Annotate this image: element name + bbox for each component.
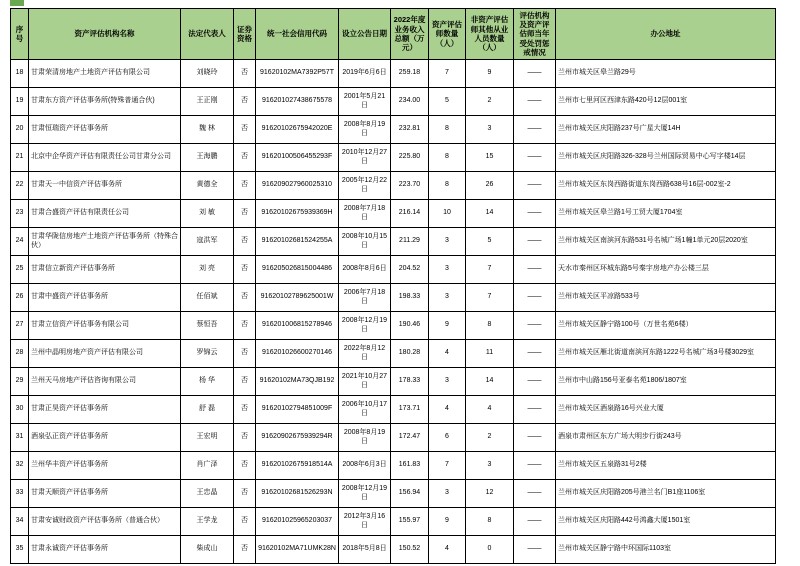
cell-code: 91620102MA73QJB192	[256, 368, 339, 396]
cell-revenue: 172.47	[391, 424, 429, 452]
cell-name: 甘肃信立新资产评估事务所	[29, 256, 181, 284]
cell-address: 天水市秦州区环城东路5号秦宇房地产办公楼三层	[556, 256, 776, 284]
cell-appraisers: 7	[429, 60, 466, 88]
cell-revenue: 190.46	[391, 312, 429, 340]
cell-address: 兰州市城关区平凉路533号	[556, 284, 776, 312]
cell-date: 2008年6月3日	[339, 452, 391, 480]
table-body	[11, 60, 776, 564]
cell-penalty: ——	[514, 228, 556, 256]
corner-cell-marker	[10, 0, 24, 6]
table-row	[11, 116, 776, 144]
cell-securities: 否	[234, 424, 256, 452]
cell-revenue: 234.00	[391, 88, 429, 116]
cell-appraisers: 10	[429, 200, 466, 228]
cell-penalty: ——	[514, 452, 556, 480]
cell-staff: 2	[466, 88, 514, 116]
cell-staff: 12	[466, 480, 514, 508]
cell-date: 2008年12月19日	[339, 480, 391, 508]
cell-address: 兰州市中山路156号亚泰名苑1806/1807室	[556, 368, 776, 396]
cell-address: 兰州市城关区五泉路31号2楼	[556, 452, 776, 480]
cell-penalty: ——	[514, 312, 556, 340]
cell-name: 甘肃天一中信资产评估事务所	[29, 172, 181, 200]
cell-code: 91620102794851009F	[256, 396, 339, 424]
table-row	[11, 256, 776, 284]
cell-penalty: ——	[514, 284, 556, 312]
header-cell-staff: 非资产评估师其他从业人员数量（人）	[466, 9, 514, 60]
cell-address: 兰州市城关区皋兰路29号	[556, 60, 776, 88]
header-cell-name: 资产评估机构名称	[29, 9, 181, 60]
cell-staff: 8	[466, 508, 514, 536]
cell-appraisers: 7	[429, 452, 466, 480]
cell-rep: 刘 敏	[181, 200, 234, 228]
cell-penalty: ——	[514, 424, 556, 452]
cell-no: 34	[11, 508, 29, 536]
table-row	[11, 396, 776, 424]
cell-name: 酒泉弘正资产评估事务所	[29, 424, 181, 452]
cell-name: 甘肃中盛资产评估事务所	[29, 284, 181, 312]
cell-securities: 否	[234, 536, 256, 564]
cell-no: 23	[11, 200, 29, 228]
header-cell-revenue: 2022年度业务收入总额（万元）	[391, 9, 429, 60]
cell-code: 91620102681524255A	[256, 228, 339, 256]
table-row	[11, 424, 776, 452]
cell-address: 兰州市城关区静宁路100号（万世名苑6楼）	[556, 312, 776, 340]
table-row	[11, 200, 776, 228]
cell-penalty: ——	[514, 368, 556, 396]
cell-securities: 否	[234, 88, 256, 116]
header-cell-rep: 法定代表人	[181, 9, 234, 60]
table-row	[11, 368, 776, 396]
header-row	[11, 9, 776, 60]
cell-no: 21	[11, 144, 29, 172]
cell-rep: 刘 亮	[181, 256, 234, 284]
cell-address: 兰州市城关区静宁路中环国际1103室	[556, 536, 776, 564]
cell-appraisers: 3	[429, 368, 466, 396]
cell-staff: 7	[466, 284, 514, 312]
cell-staff: 8	[466, 312, 514, 340]
cell-revenue: 155.97	[391, 508, 429, 536]
cell-staff: 14	[466, 368, 514, 396]
cell-rep: 寇洪军	[181, 228, 234, 256]
cell-name: 甘肃安诚财政资产评估事务所（普通合伙）	[29, 508, 181, 536]
cell-revenue: 198.33	[391, 284, 429, 312]
cell-penalty: ——	[514, 172, 556, 200]
cell-address: 兰州市城关区庆阳路237号广星大厦14H	[556, 116, 776, 144]
cell-name: 甘肃立信资产评估事务有限公司	[29, 312, 181, 340]
cell-address: 兰州市城关区庆阳路326-328号兰州国际贸易中心写字楼14层	[556, 144, 776, 172]
cell-appraisers: 3	[429, 228, 466, 256]
cell-staff: 15	[466, 144, 514, 172]
cell-code: 91620102675942020E	[256, 116, 339, 144]
cell-address: 酒泉市肃州区东方广场大明步行街243号	[556, 424, 776, 452]
cell-penalty: ——	[514, 508, 556, 536]
cell-staff: 26	[466, 172, 514, 200]
cell-name: 甘肃荣清房地产土地资产评估有限公司	[29, 60, 181, 88]
cell-staff: 5	[466, 228, 514, 256]
cell-revenue: 180.28	[391, 340, 429, 368]
cell-address: 兰州市城关区雁北街道南滨河东路1222号名城广场3号楼3029室	[556, 340, 776, 368]
cell-date: 2006年7月18日	[339, 284, 391, 312]
header-cell-date: 设立公告日期	[339, 9, 391, 60]
cell-date: 2001年5月21日	[339, 88, 391, 116]
cell-appraisers: 9	[429, 508, 466, 536]
cell-penalty: ——	[514, 144, 556, 172]
cell-code: 916209027960025310	[256, 172, 339, 200]
cell-revenue: 223.70	[391, 172, 429, 200]
cell-revenue: 211.29	[391, 228, 429, 256]
cell-securities: 否	[234, 172, 256, 200]
cell-no: 27	[11, 312, 29, 340]
cell-penalty: ——	[514, 200, 556, 228]
cell-date: 2008年8月19日	[339, 116, 391, 144]
cell-appraisers: 8	[429, 116, 466, 144]
cell-securities: 否	[234, 340, 256, 368]
cell-penalty: ——	[514, 116, 556, 144]
table-row	[11, 536, 776, 564]
cell-securities: 否	[234, 284, 256, 312]
cell-staff: 7	[466, 256, 514, 284]
cell-revenue: 173.71	[391, 396, 429, 424]
cell-date: 2008年12月19日	[339, 312, 391, 340]
cell-revenue: 150.52	[391, 536, 429, 564]
cell-date: 2010年12月27日	[339, 144, 391, 172]
cell-staff: 3	[466, 116, 514, 144]
cell-name: 甘肃永诚资产评估事务所	[29, 536, 181, 564]
cell-penalty: ——	[514, 536, 556, 564]
cell-name: 甘肃恒瑞资产评估事务所	[29, 116, 181, 144]
table-row	[11, 284, 776, 312]
cell-address: 兰州市城关区皋兰路1号工贸大厦1704室	[556, 200, 776, 228]
cell-code: 91620102MA71UMK28N	[256, 536, 339, 564]
cell-rep: 王学龙	[181, 508, 234, 536]
cell-code: 916201026600270146	[256, 340, 339, 368]
cell-rep: 任佰斌	[181, 284, 234, 312]
cell-address: 兰州市七里河区西津东路420号12层001室	[556, 88, 776, 116]
cell-date: 2008年8月6日	[339, 256, 391, 284]
table-row	[11, 228, 776, 256]
cell-no: 35	[11, 536, 29, 564]
cell-date: 2008年8月19日	[339, 424, 391, 452]
cell-name: 甘肃合盛资产评估有限责任公司	[29, 200, 181, 228]
cell-appraisers: 3	[429, 256, 466, 284]
cell-address: 兰州市城关区庆阳路205号港兰名门B1座1106室	[556, 480, 776, 508]
cell-appraisers: 6	[429, 424, 466, 452]
cell-rep: 肖广泽	[181, 452, 234, 480]
cell-rep: 舒 磊	[181, 396, 234, 424]
cell-date: 2012年3月16日	[339, 508, 391, 536]
cell-name: 北京中企华资产评估有限责任公司甘肃分公司	[29, 144, 181, 172]
sheet-area	[10, 8, 776, 564]
cell-no: 25	[11, 256, 29, 284]
cell-rep: 蔡恒吾	[181, 312, 234, 340]
table-row	[11, 340, 776, 368]
cell-securities: 否	[234, 396, 256, 424]
cell-appraisers: 8	[429, 172, 466, 200]
cell-no: 26	[11, 284, 29, 312]
cell-staff: 14	[466, 200, 514, 228]
cell-name: 甘肃华陇信房地产土地资产评估事务所（特殊合伙）	[29, 228, 181, 256]
table-row	[11, 508, 776, 536]
cell-no: 32	[11, 452, 29, 480]
cell-no: 19	[11, 88, 29, 116]
cell-code: 91620102789625001W	[256, 284, 339, 312]
appraisal-table	[10, 8, 776, 564]
cell-securities: 否	[234, 116, 256, 144]
table-row	[11, 312, 776, 340]
cell-date: 2018年5月8日	[339, 536, 391, 564]
table-row	[11, 144, 776, 172]
cell-revenue: 156.94	[391, 480, 429, 508]
cell-revenue: 204.52	[391, 256, 429, 284]
table-row	[11, 88, 776, 116]
cell-appraisers: 8	[429, 144, 466, 172]
cell-securities: 否	[234, 256, 256, 284]
cell-securities: 否	[234, 312, 256, 340]
cell-date: 2008年7月18日	[339, 200, 391, 228]
cell-date: 2022年8月12日	[339, 340, 391, 368]
cell-name: 甘肃正昊资产评估事务所	[29, 396, 181, 424]
cell-code: 91620100506455293F	[256, 144, 339, 172]
cell-rep: 魏 林	[181, 116, 234, 144]
cell-staff: 4	[466, 396, 514, 424]
cell-securities: 否	[234, 200, 256, 228]
cell-rep: 王海鹏	[181, 144, 234, 172]
cell-name: 甘肃天顺资产评估事务所	[29, 480, 181, 508]
cell-no: 29	[11, 368, 29, 396]
cell-appraisers: 4	[429, 340, 466, 368]
cell-appraisers: 4	[429, 396, 466, 424]
cell-address: 兰州市城关区南滨河东路531号名城广场1幢1单元20层2020室	[556, 228, 776, 256]
cell-no: 22	[11, 172, 29, 200]
cell-revenue: 232.81	[391, 116, 429, 144]
cell-code: 91620102MA7392P57T	[256, 60, 339, 88]
header-cell-code: 统一社会信用代码	[256, 9, 339, 60]
cell-code: 91620102681526293N	[256, 480, 339, 508]
cell-penalty: ——	[514, 60, 556, 88]
cell-revenue: 216.14	[391, 200, 429, 228]
header-cell-address: 办公地址	[556, 9, 776, 60]
cell-date: 2008年10月15日	[339, 228, 391, 256]
cell-rep: 刘晓玲	[181, 60, 234, 88]
cell-address: 兰州市城关区东岗西路街道东岗西路638号16层-002室-2	[556, 172, 776, 200]
cell-name: 兰州华丰资产评估事务所	[29, 452, 181, 480]
header-cell-no: 序号	[11, 9, 29, 60]
cell-securities: 否	[234, 144, 256, 172]
cell-rep: 王正刚	[181, 88, 234, 116]
cell-no: 30	[11, 396, 29, 424]
cell-no: 18	[11, 60, 29, 88]
cell-date: 2005年12月22日	[339, 172, 391, 200]
cell-securities: 否	[234, 228, 256, 256]
cell-penalty: ——	[514, 480, 556, 508]
cell-appraisers: 5	[429, 88, 466, 116]
table-row	[11, 480, 776, 508]
cell-date: 2006年10月17日	[339, 396, 391, 424]
table-header	[11, 9, 776, 60]
cell-name: 兰州天马房地产评估咨询有限公司	[29, 368, 181, 396]
cell-securities: 否	[234, 480, 256, 508]
cell-penalty: ——	[514, 88, 556, 116]
cell-no: 20	[11, 116, 29, 144]
cell-no: 28	[11, 340, 29, 368]
cell-code: 916201027438675578	[256, 88, 339, 116]
cell-date: 2021年10月27日	[339, 368, 391, 396]
cell-no: 33	[11, 480, 29, 508]
cell-code: 91620902675939294R	[256, 424, 339, 452]
cell-code: 916201025965203037	[256, 508, 339, 536]
cell-staff: 2	[466, 424, 514, 452]
cell-staff: 11	[466, 340, 514, 368]
cell-revenue: 225.80	[391, 144, 429, 172]
cell-address: 兰州市城关区酒泉路16号兴业大厦	[556, 396, 776, 424]
cell-name: 兰州中晶明房地产资产评估有限公司	[29, 340, 181, 368]
cell-staff: 9	[466, 60, 514, 88]
cell-revenue: 178.33	[391, 368, 429, 396]
cell-rep: 黄德全	[181, 172, 234, 200]
cell-appraisers: 4	[429, 536, 466, 564]
cell-appraisers: 3	[429, 284, 466, 312]
table-row	[11, 60, 776, 88]
cell-revenue: 259.18	[391, 60, 429, 88]
cell-name: 甘肃东方资产评估事务所(特殊普通合伙)	[29, 88, 181, 116]
cell-revenue: 161.83	[391, 452, 429, 480]
cell-code: 91620102675918514A	[256, 452, 339, 480]
cell-securities: 否	[234, 60, 256, 88]
cell-no: 31	[11, 424, 29, 452]
cell-no: 24	[11, 228, 29, 256]
cell-securities: 否	[234, 508, 256, 536]
cell-appraisers: 3	[429, 480, 466, 508]
cell-code: 916205026815004486	[256, 256, 339, 284]
cell-address: 兰州市城关区庆阳路442号鸿鑫大厦1501室	[556, 508, 776, 536]
cell-appraisers: 9	[429, 312, 466, 340]
table-row	[11, 172, 776, 200]
cell-securities: 否	[234, 368, 256, 396]
cell-date: 2019年6月6日	[339, 60, 391, 88]
cell-staff: 0	[466, 536, 514, 564]
cell-penalty: ——	[514, 340, 556, 368]
cell-securities: 否	[234, 452, 256, 480]
cell-code: 916201006815278946	[256, 312, 339, 340]
cell-rep: 柴成山	[181, 536, 234, 564]
header-cell-appraisers: 资产评估师数量（人）	[429, 9, 466, 60]
header-cell-securities: 证券资格	[234, 9, 256, 60]
cell-rep: 杨 华	[181, 368, 234, 396]
cell-staff: 3	[466, 452, 514, 480]
cell-rep: 王忠晶	[181, 480, 234, 508]
cell-penalty: ——	[514, 256, 556, 284]
cell-penalty: ——	[514, 396, 556, 424]
cell-rep: 罗锦云	[181, 340, 234, 368]
header-cell-penalty: 评估机构及资产评估师当年受处罚惩戒情况	[514, 9, 556, 60]
cell-code: 91620102675939369H	[256, 200, 339, 228]
cell-rep: 王宏明	[181, 424, 234, 452]
table-row	[11, 452, 776, 480]
